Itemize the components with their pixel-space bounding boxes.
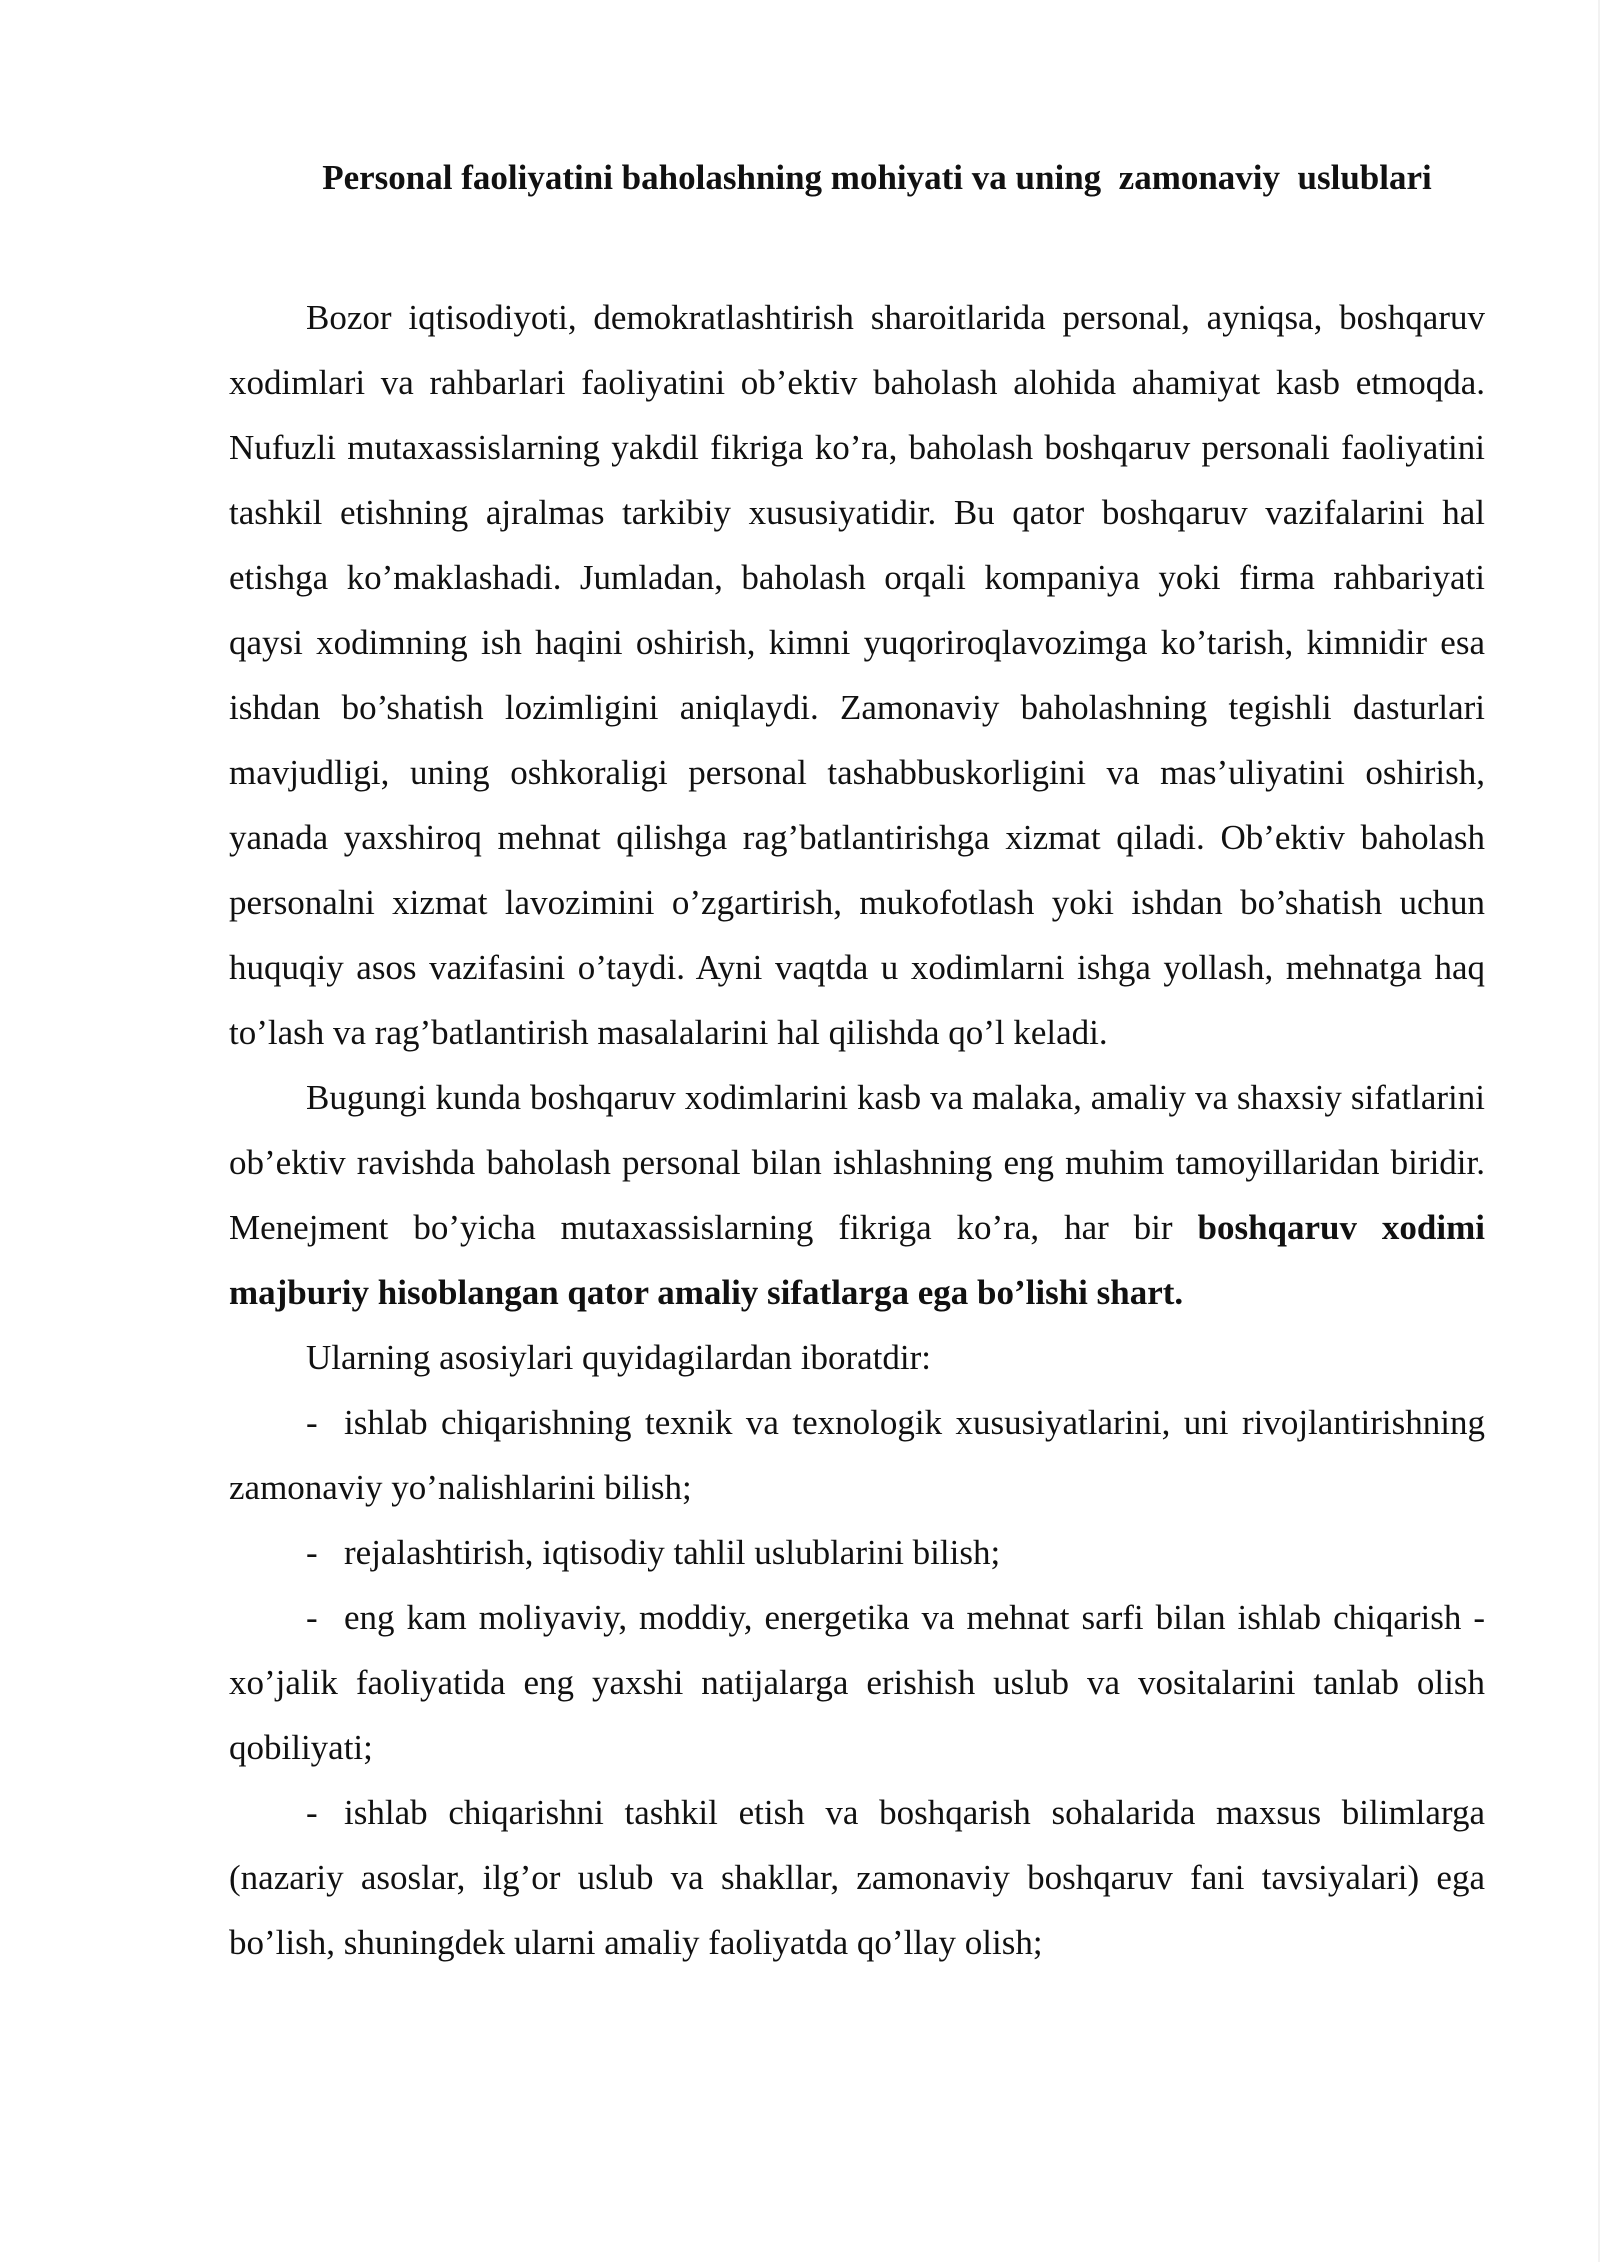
list-marker: - bbox=[306, 1793, 318, 1832]
list-item-text: ishlab chiqarishning texnik va texnologik xususiyatlarini, uni rivojlantirishning zamonaviy yo’nalishlarini bilish; bbox=[229, 1403, 1485, 1507]
list-intro: Ularning asosiylari quyidagilardan iboratdir: bbox=[306, 1338, 931, 1377]
list-item bbox=[229, 1520, 1485, 1585]
document-title: Personal faoliyatini baholashning mohiyati va uning zamonaviy uslublari bbox=[322, 158, 1432, 197]
list-marker: - bbox=[306, 1403, 318, 1442]
list-marker: - bbox=[306, 1533, 318, 1572]
document-body bbox=[229, 138, 1485, 1975]
list-marker: - bbox=[306, 1598, 318, 1637]
list-item-text: rejalashtirish, iqtisodiy tahlil uslublarini bilish; bbox=[344, 1533, 1001, 1572]
paragraph-qualities-bold: boshqaruv xodimi majburiy hisoblangan qator amaliy sifatlarga ega bo’lishi shart. bbox=[229, 1208, 1486, 1312]
list-item bbox=[229, 1780, 1485, 1975]
list-item-text: ishlab chiqarishni tashkil etish va boshqarish sohalarida maxsus bilimlarga (nazariy asoslar, ilg’or uslub va shakllar, zamonaviy boshqaruv fani tavsiyalari) ega bo’lish, shuningdek ularni amaliy faoliyatda qo’llay olish; bbox=[229, 1793, 1485, 1962]
paragraph-intro: Bozor iqtisodiyoti, demokratlashtirish sharoitlarida personal, ayniqsa, boshqaruv xodimlari va rahbarlari faoliyatini ob’ektiv baholash alohida ahamiyat kasb etmoqda. Nufuzli mutaxassislarning yakdil fikriga ko’ra, baholash boshqaruv personali faoliyatini tashkil etishning ajralmas tarkibiy xususiyatidir. Bu qator boshqaruv vazifalarini hal etishga ko’maklashadi. Jumladan, baholash orqali kompaniya yoki firma rahbariyati qaysi xodimning ish haqini oshirish, kimni yuqoriroqlavozimga ko’tarish, kimnidir esa ishdan bo’shatish lozimligini aniqlaydi. Zamonaviy baholashning tegishli dasturlari mavjudligi, uning oshkoraligi personal tashabbuskorligini va mas’uliyatini oshirish, yanada yaxshiroq mehnat qilishga rag’batlantirishga xizmat qiladi. Ob’ektiv baholash personalni xizmat lavozimini o’zgartirish, mukofotlash yoki ishdan bo’shatish uchun huquqiy asos vazifasini o’taydi. Ayni vaqtda u xodimlarni ishga yollash, mehnatga haq to’lash va rag’batlantirish masalalarini hal qilishda qo’l keladi. bbox=[229, 298, 1485, 1052]
list-item bbox=[229, 1390, 1485, 1520]
paragraph-qualities bbox=[229, 1065, 1485, 1325]
paragraph-qualities-text: Bugungi kunda boshqaruv xodimlarini kasb va malaka, amaliy va shaxsiy sifatlarini ob’ektiv ravishda baholash personal bilan ishlashning eng muhim tamoyillaridan biridir. Menejment bo’yicha mutaxassislarning fikriga ko’ra, har bir bbox=[229, 1078, 1485, 1247]
list-item bbox=[229, 1585, 1485, 1780]
list-item-text: eng kam moliyaviy, moddiy, energetika va mehnat sarfi bilan ishlab chiqarish - xo’jalik faoliyatida eng yaxshi natijalarga erishish uslub va vositalarini tanlab olish qobiliyati; bbox=[229, 1598, 1485, 1767]
